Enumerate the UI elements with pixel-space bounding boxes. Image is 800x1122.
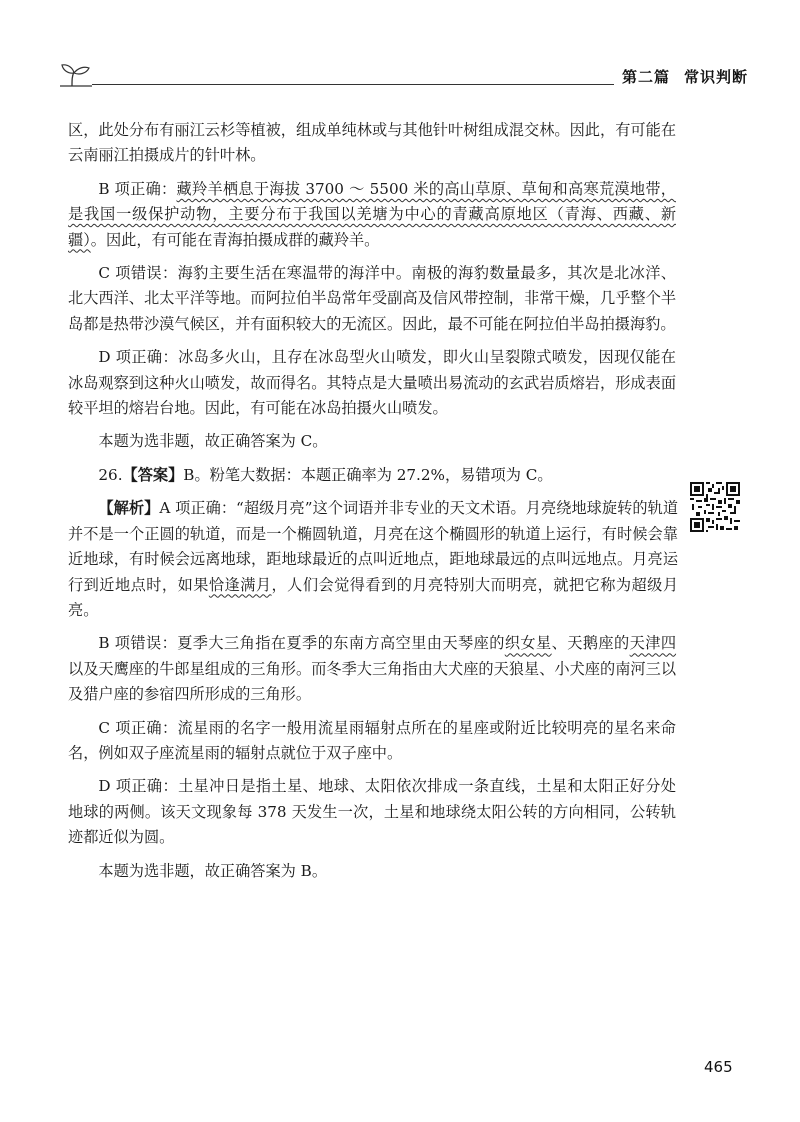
paragraph: 区，此处分布有丽江云杉等植被，组成单纯林或与其他针叶树组成混交林。因此，有可能在云南丽江拍摄成片的针叶林。	[68, 121, 676, 165]
analysis-paragraph	[68, 496, 678, 623]
text-span: ，人们会觉得看到的月亮特别大而明亮，就把它称为超级月亮。	[68, 575, 679, 619]
paragraph	[68, 177, 676, 253]
text-span: A 项正确：“超级月亮”这个词语并非专业的天文术语。月亮绕地球旋转的轨道并不是一个正圆的轨道，而是一个椭圆轨道，月亮在这个椭圆形的轨道上运行，有时候会靠近地球，有时候会远离地球，距地球最近的点叫近地点，距地球最远的点叫远地点。月亮运行到近地点时，如果	[68, 499, 679, 594]
option-label: B 项正确：	[98, 179, 177, 198]
paragraph: D 项正确：冰岛多火山，且存在冰岛型火山喷发，即火山呈裂隙式喷发，因现仅能在冰岛观察到这种火山喷发，故而得名。其特点是大量喷出易流动的玄武岩质熔岩，形成表面较平坦的熔岩台地。因此，有可能在冰岛拍摄火山喷发。	[68, 348, 676, 418]
text-span: 以及天鹰座的牛郎星组成的三角形。而冬季大三角指由大犬座的天狼星、小犬座的南河三以及猎户座的参宿四所形成的三角形。	[68, 659, 676, 704]
header-title	[614, 66, 748, 87]
paragraph: D 项正确：土星冲日是指土星、地球、太阳依次排成一条直线，土星和太阳正好分处地球的两侧。该天文现象每 378 天发生一次，土星和地球绕太阳公转的方向相同，公转轨迹都近似为圆。	[68, 777, 676, 847]
header-section: 常识判断	[683, 68, 748, 86]
text-span: 。因此，有可能在青海拍摄成群的藏羚羊。	[90, 230, 380, 249]
sprout-icon	[58, 62, 92, 88]
answer-paragraph	[68, 463, 676, 488]
main-text	[68, 118, 679, 892]
answer-text: B。粉笔大数据：本题正确率为 27.2%，易错项为 C。	[183, 465, 553, 484]
paragraph: 本题为选非题，故正确答案为 B。	[98, 861, 328, 880]
paragraph	[68, 631, 676, 707]
text-span: 、天鹅座的	[551, 634, 630, 653]
header-part: 第二篇	[621, 68, 670, 86]
qr-code-icon[interactable]	[690, 482, 740, 532]
paragraph: C 项正确：流星雨的名字一般用流星雨辐射点所在的星座或附近比较明亮的星名来命名，例如双子座流星雨的辐射点就位于双子座中。	[68, 718, 676, 762]
emphasized-text: 恰逢满月	[208, 575, 272, 594]
paragraph: 本题为选非题，故正确答案为 C。	[98, 432, 328, 451]
text-span: B 项错误：夏季大三角指在夏季的东南方高空里由天琴座的	[98, 634, 505, 653]
emphasized-text: 藏羚羊栖息于海拔 3700 ～ 5500 米的高山草原、草甸和高寒荒漠地带，是我国一级保护动物，主要分布于我国以羌塘为中心的青藏高原地区（青海、西藏、新疆）	[68, 179, 676, 249]
emphasized-text: 织女星	[504, 634, 552, 653]
paragraph: C 项错误：海豹主要生活在寒温带的海洋中。南极的海豹数量最多，其次是北冰洋、北大西洋、北太平洋等地。而阿拉伯半岛常年受副高及信风带控制，非常干燥，几乎整个半岛都是热带沙漠气候区，并有面积较大的无流区。因此，最不可能在阿拉伯半岛拍摄海豹。	[68, 264, 676, 333]
page-number: 465	[704, 1058, 733, 1076]
answer-label: 【答案】	[122, 465, 184, 484]
question-number: 26.	[98, 465, 123, 484]
analysis-label: 【解析】	[98, 499, 160, 518]
page-header	[58, 62, 748, 92]
emphasized-text: 天津四	[629, 634, 677, 653]
